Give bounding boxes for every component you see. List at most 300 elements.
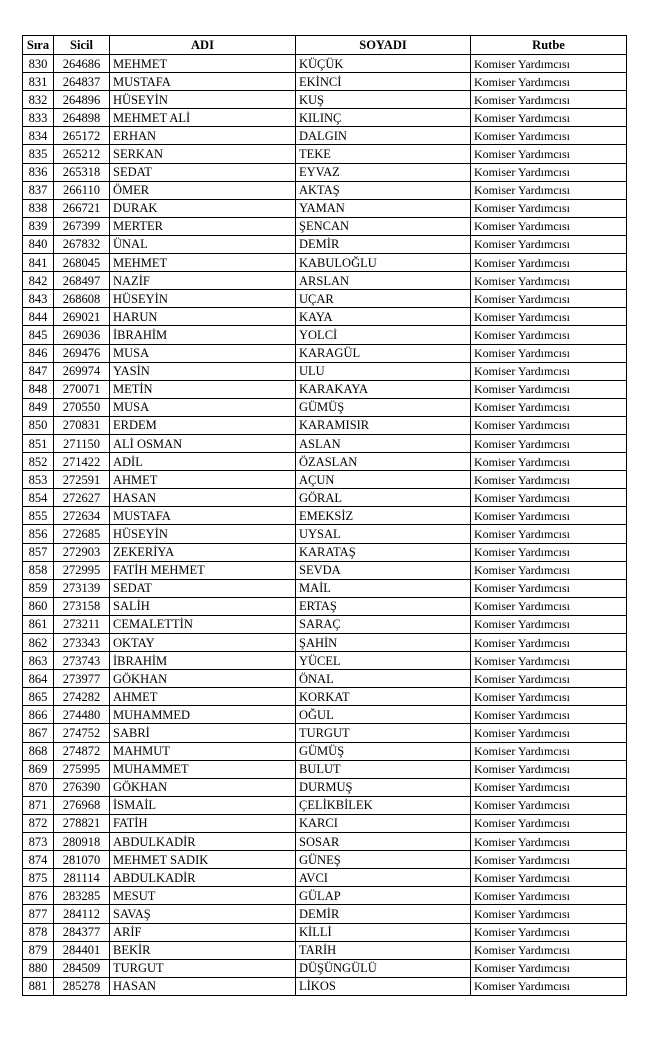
cell-sira: 878: [23, 923, 54, 941]
table-row: [23, 344, 627, 362]
cell-sira: 852: [23, 453, 54, 471]
cell-sira: 841: [23, 254, 54, 272]
cell-adi: OKTAY: [110, 634, 296, 652]
cell-sira: 871: [23, 796, 54, 814]
cell-sicil: 267832: [54, 235, 110, 253]
cell-sicil: 264837: [54, 73, 110, 91]
cell-adi: MUSTAFA: [110, 73, 296, 91]
cell-sicil: 268608: [54, 290, 110, 308]
cell-sira: 848: [23, 380, 54, 398]
cell-soyadi: GÜMÜŞ: [296, 398, 471, 416]
cell-soyadi: ŞENCAN: [296, 217, 471, 235]
table-row: [23, 579, 627, 597]
table-row: [23, 742, 627, 760]
cell-soyadi: KARAMISIR: [296, 416, 471, 434]
cell-rutbe: Komiser Yardımcısı: [471, 453, 627, 471]
cell-soyadi: ÖNAL: [296, 670, 471, 688]
cell-soyadi: OĞUL: [296, 706, 471, 724]
table-row: [23, 525, 627, 543]
cell-adi: SAVAŞ: [110, 905, 296, 923]
cell-sicil: 273139: [54, 579, 110, 597]
cell-sira: 870: [23, 778, 54, 796]
cell-sira: 842: [23, 272, 54, 290]
cell-adi: HÜSEYİN: [110, 290, 296, 308]
cell-rutbe: Komiser Yardımcısı: [471, 579, 627, 597]
table-row: [23, 778, 627, 796]
cell-rutbe: Komiser Yardımcısı: [471, 760, 627, 778]
table-row: [23, 688, 627, 706]
cell-soyadi: SOSAR: [296, 833, 471, 851]
cell-adi: SEDAT: [110, 163, 296, 181]
cell-adi: HÜSEYİN: [110, 525, 296, 543]
table-row: [23, 55, 627, 73]
cell-sicil: 273158: [54, 597, 110, 615]
cell-sira: 850: [23, 416, 54, 434]
cell-soyadi: DALGIN: [296, 127, 471, 145]
cell-sira: 830: [23, 55, 54, 73]
cell-soyadi: KILINÇ: [296, 109, 471, 127]
cell-sicil: 267399: [54, 217, 110, 235]
cell-sira: 864: [23, 670, 54, 688]
cell-adi: ABDULKADİR: [110, 869, 296, 887]
table-row: [23, 923, 627, 941]
header-sira: Sıra: [23, 36, 54, 55]
personnel-table: [22, 35, 627, 996]
cell-rutbe: Komiser Yardımcısı: [471, 597, 627, 615]
table-row: [23, 362, 627, 380]
cell-rutbe: Komiser Yardımcısı: [471, 923, 627, 941]
cell-soyadi: KÜÇÜK: [296, 55, 471, 73]
cell-sicil: 270071: [54, 380, 110, 398]
cell-soyadi: DEMİR: [296, 905, 471, 923]
cell-sira: 862: [23, 634, 54, 652]
table-row: [23, 561, 627, 579]
cell-adi: MUSA: [110, 398, 296, 416]
table-body: [23, 55, 627, 996]
cell-sira: 837: [23, 181, 54, 199]
cell-rutbe: Komiser Yardımcısı: [471, 73, 627, 91]
cell-sira: 860: [23, 597, 54, 615]
cell-rutbe: Komiser Yardımcısı: [471, 199, 627, 217]
cell-adi: MUSA: [110, 344, 296, 362]
cell-adi: HARUN: [110, 308, 296, 326]
cell-sicil: 272685: [54, 525, 110, 543]
cell-soyadi: ERTAŞ: [296, 597, 471, 615]
cell-rutbe: Komiser Yardımcısı: [471, 851, 627, 869]
table-row: [23, 163, 627, 181]
cell-rutbe: Komiser Yardımcısı: [471, 959, 627, 977]
table-row: [23, 398, 627, 416]
cell-rutbe: Komiser Yardımcısı: [471, 796, 627, 814]
cell-rutbe: Komiser Yardımcısı: [471, 362, 627, 380]
cell-sira: 834: [23, 127, 54, 145]
table-row: [23, 814, 627, 832]
cell-sicil: 272903: [54, 543, 110, 561]
cell-rutbe: Komiser Yardımcısı: [471, 507, 627, 525]
cell-adi: CEMALETTİN: [110, 615, 296, 633]
cell-adi: İBRAHİM: [110, 326, 296, 344]
cell-rutbe: Komiser Yardımcısı: [471, 887, 627, 905]
cell-soyadi: TARİH: [296, 941, 471, 959]
cell-adi: DURAK: [110, 199, 296, 217]
cell-rutbe: Komiser Yardımcısı: [471, 145, 627, 163]
cell-adi: METİN: [110, 380, 296, 398]
cell-adi: GÖKHAN: [110, 778, 296, 796]
cell-adi: HÜSEYİN: [110, 91, 296, 109]
cell-sicil: 284112: [54, 905, 110, 923]
cell-sira: 840: [23, 235, 54, 253]
cell-rutbe: Komiser Yardımcısı: [471, 434, 627, 452]
cell-sira: 845: [23, 326, 54, 344]
cell-rutbe: Komiser Yardımcısı: [471, 634, 627, 652]
table-row: [23, 670, 627, 688]
table-row: [23, 489, 627, 507]
cell-adi: ERDEM: [110, 416, 296, 434]
cell-sira: 872: [23, 814, 54, 832]
header-soyadi: SOYADI: [296, 36, 471, 55]
cell-sicil: 270831: [54, 416, 110, 434]
cell-sira: 839: [23, 217, 54, 235]
table-row: [23, 73, 627, 91]
cell-soyadi: KABULOĞLU: [296, 254, 471, 272]
cell-rutbe: Komiser Yardımcısı: [471, 127, 627, 145]
cell-sicil: 274282: [54, 688, 110, 706]
cell-sira: 879: [23, 941, 54, 959]
cell-rutbe: Komiser Yardımcısı: [471, 471, 627, 489]
cell-rutbe: Komiser Yardımcısı: [471, 217, 627, 235]
table-row: [23, 724, 627, 742]
table-row: [23, 272, 627, 290]
cell-sira: 835: [23, 145, 54, 163]
cell-sira: 874: [23, 851, 54, 869]
cell-rutbe: Komiser Yardımcısı: [471, 163, 627, 181]
cell-sicil: 283285: [54, 887, 110, 905]
cell-adi: ADİL: [110, 453, 296, 471]
cell-adi: MUHAMMED: [110, 706, 296, 724]
cell-adi: SERKAN: [110, 145, 296, 163]
cell-adi: BEKİR: [110, 941, 296, 959]
cell-sira: 846: [23, 344, 54, 362]
cell-rutbe: Komiser Yardımcısı: [471, 416, 627, 434]
cell-sicil: 284509: [54, 959, 110, 977]
cell-sicil: 276968: [54, 796, 110, 814]
cell-soyadi: KARCI: [296, 814, 471, 832]
cell-sira: 854: [23, 489, 54, 507]
table-header: [23, 36, 627, 55]
cell-sicil: 275995: [54, 760, 110, 778]
table-row: [23, 127, 627, 145]
table-row: [23, 380, 627, 398]
cell-rutbe: Komiser Yardımcısı: [471, 91, 627, 109]
cell-soyadi: TEKE: [296, 145, 471, 163]
cell-soyadi: SEVDA: [296, 561, 471, 579]
cell-sicil: 272627: [54, 489, 110, 507]
cell-sicil: 266110: [54, 181, 110, 199]
cell-rutbe: Komiser Yardımcısı: [471, 833, 627, 851]
cell-soyadi: LİKOS: [296, 977, 471, 995]
cell-sira: 836: [23, 163, 54, 181]
cell-adi: SEDAT: [110, 579, 296, 597]
cell-sicil: 269974: [54, 362, 110, 380]
cell-adi: ALİ OSMAN: [110, 434, 296, 452]
cell-sira: 847: [23, 362, 54, 380]
table-row: [23, 181, 627, 199]
cell-sira: 880: [23, 959, 54, 977]
table-row: [23, 796, 627, 814]
cell-sicil: 278821: [54, 814, 110, 832]
cell-soyadi: AKTAŞ: [296, 181, 471, 199]
cell-sicil: 272995: [54, 561, 110, 579]
cell-sicil: 274872: [54, 742, 110, 760]
cell-sicil: 271422: [54, 453, 110, 471]
cell-rutbe: Komiser Yardımcısı: [471, 814, 627, 832]
cell-soyadi: AVCI: [296, 869, 471, 887]
table-row: [23, 145, 627, 163]
cell-sira: 849: [23, 398, 54, 416]
cell-rutbe: Komiser Yardımcısı: [471, 652, 627, 670]
table-row: [23, 235, 627, 253]
cell-rutbe: Komiser Yardımcısı: [471, 670, 627, 688]
cell-sicil: 269476: [54, 344, 110, 362]
cell-adi: FATİH MEHMET: [110, 561, 296, 579]
header-row: [23, 36, 627, 55]
cell-sira: 875: [23, 869, 54, 887]
table-row: [23, 851, 627, 869]
table-row: [23, 91, 627, 109]
cell-sira: 857: [23, 543, 54, 561]
cell-soyadi: GÖRAL: [296, 489, 471, 507]
cell-adi: İBRAHİM: [110, 652, 296, 670]
cell-rutbe: Komiser Yardımcısı: [471, 235, 627, 253]
table-row: [23, 507, 627, 525]
cell-adi: FATİH: [110, 814, 296, 832]
cell-adi: MERTER: [110, 217, 296, 235]
cell-soyadi: TURGUT: [296, 724, 471, 742]
cell-sicil: 273211: [54, 615, 110, 633]
cell-soyadi: SARAÇ: [296, 615, 471, 633]
cell-sicil: 272634: [54, 507, 110, 525]
cell-rutbe: Komiser Yardımcısı: [471, 977, 627, 995]
table-row: [23, 652, 627, 670]
cell-sicil: 266721: [54, 199, 110, 217]
cell-sira: 861: [23, 615, 54, 633]
cell-sicil: 274480: [54, 706, 110, 724]
cell-rutbe: Komiser Yardımcısı: [471, 55, 627, 73]
cell-rutbe: Komiser Yardımcısı: [471, 254, 627, 272]
table-row: [23, 959, 627, 977]
cell-soyadi: YAMAN: [296, 199, 471, 217]
cell-adi: ZEKERİYA: [110, 543, 296, 561]
cell-sira: 856: [23, 525, 54, 543]
cell-soyadi: KARATAŞ: [296, 543, 471, 561]
cell-adi: TURGUT: [110, 959, 296, 977]
cell-adi: NAZİF: [110, 272, 296, 290]
cell-adi: MEHMET: [110, 55, 296, 73]
cell-soyadi: DEMİR: [296, 235, 471, 253]
cell-adi: GÖKHAN: [110, 670, 296, 688]
cell-adi: ARİF: [110, 923, 296, 941]
cell-adi: ABDULKADİR: [110, 833, 296, 851]
cell-sira: 851: [23, 434, 54, 452]
cell-adi: MUSTAFA: [110, 507, 296, 525]
cell-sira: 843: [23, 290, 54, 308]
cell-rutbe: Komiser Yardımcısı: [471, 489, 627, 507]
cell-adi: MEHMET: [110, 254, 296, 272]
cell-rutbe: Komiser Yardımcısı: [471, 326, 627, 344]
table-row: [23, 434, 627, 452]
cell-adi: HASAN: [110, 489, 296, 507]
cell-sira: 865: [23, 688, 54, 706]
cell-adi: MEHMET SADIK: [110, 851, 296, 869]
cell-sicil: 280918: [54, 833, 110, 851]
cell-soyadi: GÜNEŞ: [296, 851, 471, 869]
cell-rutbe: Komiser Yardımcısı: [471, 181, 627, 199]
cell-rutbe: Komiser Yardımcısı: [471, 308, 627, 326]
cell-soyadi: ŞAHİN: [296, 634, 471, 652]
cell-sira: 867: [23, 724, 54, 742]
cell-soyadi: EYVAZ: [296, 163, 471, 181]
table-row: [23, 453, 627, 471]
cell-adi: AHMET: [110, 471, 296, 489]
table-row: [23, 977, 627, 995]
cell-sicil: 265172: [54, 127, 110, 145]
header-rutbe: Rutbe: [471, 36, 627, 55]
cell-adi: YASİN: [110, 362, 296, 380]
cell-soyadi: ÖZASLAN: [296, 453, 471, 471]
table-row: [23, 634, 627, 652]
cell-adi: İSMAİL: [110, 796, 296, 814]
cell-soyadi: GÜMÜŞ: [296, 742, 471, 760]
cell-sicil: 265318: [54, 163, 110, 181]
cell-sicil: 281070: [54, 851, 110, 869]
cell-sira: 858: [23, 561, 54, 579]
cell-soyadi: AÇUN: [296, 471, 471, 489]
table-row: [23, 706, 627, 724]
table-row: [23, 109, 627, 127]
cell-sira: 859: [23, 579, 54, 597]
table-row: [23, 833, 627, 851]
cell-sira: 853: [23, 471, 54, 489]
cell-sicil: 272591: [54, 471, 110, 489]
cell-sira: 873: [23, 833, 54, 851]
table-row: [23, 217, 627, 235]
cell-sicil: 273977: [54, 670, 110, 688]
cell-sicil: 274752: [54, 724, 110, 742]
cell-sira: 868: [23, 742, 54, 760]
table-row: [23, 597, 627, 615]
cell-rutbe: Komiser Yardımcısı: [471, 778, 627, 796]
cell-soyadi: KARAKAYA: [296, 380, 471, 398]
cell-soyadi: DÜŞÜNGÜLÜ: [296, 959, 471, 977]
cell-rutbe: Komiser Yardımcısı: [471, 525, 627, 543]
cell-sira: 877: [23, 905, 54, 923]
cell-rutbe: Komiser Yardımcısı: [471, 398, 627, 416]
cell-rutbe: Komiser Yardımcısı: [471, 615, 627, 633]
cell-sicil: 273743: [54, 652, 110, 670]
cell-rutbe: Komiser Yardımcısı: [471, 941, 627, 959]
table-row: [23, 887, 627, 905]
cell-rutbe: Komiser Yardımcısı: [471, 724, 627, 742]
cell-rutbe: Komiser Yardımcısı: [471, 290, 627, 308]
cell-sicil: 284401: [54, 941, 110, 959]
cell-soyadi: MAİL: [296, 579, 471, 597]
cell-sira: 831: [23, 73, 54, 91]
cell-sicil: 284377: [54, 923, 110, 941]
cell-soyadi: UÇAR: [296, 290, 471, 308]
cell-soyadi: ULU: [296, 362, 471, 380]
cell-soyadi: KARAGÜL: [296, 344, 471, 362]
cell-rutbe: Komiser Yardımcısı: [471, 272, 627, 290]
header-sicil: Sicil: [54, 36, 110, 55]
cell-sira: 863: [23, 652, 54, 670]
cell-soyadi: YÜCEL: [296, 652, 471, 670]
cell-sicil: 264898: [54, 109, 110, 127]
cell-sicil: 269036: [54, 326, 110, 344]
cell-rutbe: Komiser Yardımcısı: [471, 543, 627, 561]
table-row: [23, 199, 627, 217]
cell-rutbe: Komiser Yardımcısı: [471, 688, 627, 706]
cell-soyadi: YOLCİ: [296, 326, 471, 344]
table-row: [23, 326, 627, 344]
table-row: [23, 254, 627, 272]
cell-soyadi: ÇELİKBİLEK: [296, 796, 471, 814]
cell-adi: MEHMET ALİ: [110, 109, 296, 127]
cell-soyadi: KORKAT: [296, 688, 471, 706]
cell-adi: ÜNAL: [110, 235, 296, 253]
cell-adi: ERHAN: [110, 127, 296, 145]
cell-rutbe: Komiser Yardımcısı: [471, 109, 627, 127]
cell-soyadi: BULUT: [296, 760, 471, 778]
cell-rutbe: Komiser Yardımcısı: [471, 344, 627, 362]
cell-sira: 832: [23, 91, 54, 109]
cell-sicil: 264686: [54, 55, 110, 73]
cell-soyadi: ARSLAN: [296, 272, 471, 290]
table-row: [23, 290, 627, 308]
table-row: [23, 471, 627, 489]
cell-sira: 844: [23, 308, 54, 326]
cell-adi: MAHMUT: [110, 742, 296, 760]
cell-sira: 869: [23, 760, 54, 778]
cell-adi: MESUT: [110, 887, 296, 905]
cell-rutbe: Komiser Yardımcısı: [471, 869, 627, 887]
cell-rutbe: Komiser Yardımcısı: [471, 742, 627, 760]
cell-rutbe: Komiser Yardımcısı: [471, 380, 627, 398]
cell-soyadi: GÜLAP: [296, 887, 471, 905]
cell-adi: ÖMER: [110, 181, 296, 199]
cell-adi: AHMET: [110, 688, 296, 706]
table-row: [23, 941, 627, 959]
cell-sicil: 270550: [54, 398, 110, 416]
cell-soyadi: ASLAN: [296, 434, 471, 452]
cell-soyadi: DURMUŞ: [296, 778, 471, 796]
cell-sicil: 281114: [54, 869, 110, 887]
cell-adi: HASAN: [110, 977, 296, 995]
cell-rutbe: Komiser Yardımcısı: [471, 706, 627, 724]
cell-sicil: 264896: [54, 91, 110, 109]
header-adi: ADI: [110, 36, 296, 55]
table-row: [23, 869, 627, 887]
cell-soyadi: EMEKSİZ: [296, 507, 471, 525]
cell-sira: 876: [23, 887, 54, 905]
cell-sicil: 268045: [54, 254, 110, 272]
table-row: [23, 543, 627, 561]
cell-sira: 866: [23, 706, 54, 724]
table-row: [23, 905, 627, 923]
cell-sira: 855: [23, 507, 54, 525]
cell-adi: SALİH: [110, 597, 296, 615]
cell-rutbe: Komiser Yardımcısı: [471, 905, 627, 923]
cell-soyadi: KİLLİ: [296, 923, 471, 941]
